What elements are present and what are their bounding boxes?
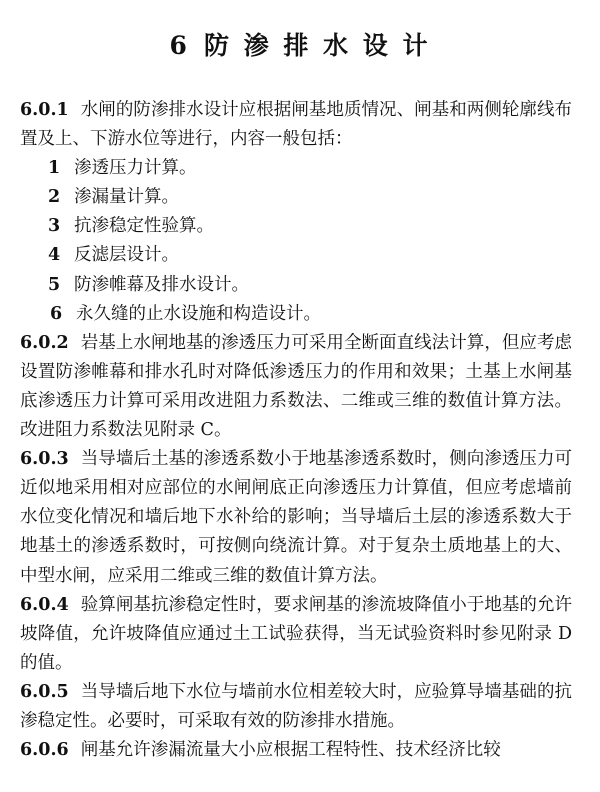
clause-6-0-1-items — [20, 154, 572, 329]
clause-text: 当导墙后地下水位与墙前水位相差较大时，应验算导墙基础的抗渗稳定性。必要时，可采取有效的防渗排水措施。 — [20, 681, 572, 731]
list-item — [20, 212, 572, 241]
body-text — [20, 96, 572, 765]
item-text: 渗漏量计算。 — [74, 187, 179, 208]
item-text: 抗渗稳定性验算。 — [74, 216, 214, 237]
item-number: 5 — [48, 274, 61, 295]
clause-number: 6.0.1 — [20, 100, 69, 120]
clause-text: 岩基上水闸地基的渗透压力可采用全断面直线法计算，但应考虑设置防渗帷幕和排水孔时对降低渗透压力的作用和效果；土基上水闸基底渗透压力计算可采用改进阻力系数法、二维或三维的数值计算方法。改进阻力系数法见附录 C。 — [20, 332, 572, 441]
clause-number: 6.0.4 — [20, 594, 69, 615]
clause-text: 当导墙后土基的渗透系数小于地基渗透系数时，侧向渗透压力可近似地采用相对应部位的水闸闸底正向渗透压力计算值，但应考虑墙前水位变化情况和墙后地下水补给的影响；当导墙后土层的渗透系数大于地基土的渗透系数时，可按侧向绕流计算。对于复杂土质地基上的大、中型水闸，应采用二维或三维的数值计算方法。 — [20, 449, 572, 586]
item-number: 2 — [48, 187, 61, 208]
list-item — [20, 183, 572, 212]
clause-6-0-4 — [20, 591, 572, 678]
list-item — [20, 241, 572, 270]
item-number: 1 — [48, 158, 61, 179]
clause-text: 闸基允许渗漏流量大小应根据工程特性、技术经济比较 — [80, 740, 501, 761]
clause-number: 6.0.3 — [20, 449, 69, 470]
item-text: 反滤层设计。 — [74, 245, 179, 266]
clause-6-0-5 — [20, 678, 572, 736]
clause-6-0-1 — [20, 96, 572, 154]
clause-number: 6.0.2 — [20, 332, 69, 353]
chapter-number: 6 — [169, 31, 190, 60]
item-number: 4 — [48, 245, 61, 266]
chapter-title — [0, 26, 600, 62]
clause-6-0-2 — [20, 329, 572, 445]
clause-text: 验算闸基抗渗稳定性时，要求闸基的渗流坡降值小于地基的允许坡降值，允许坡降值应通过土工试验获得，当无试验资料时参见附录 D 的值。 — [20, 594, 572, 673]
clause-number: 6.0.5 — [20, 681, 69, 702]
clause-number: 6.0.6 — [20, 740, 69, 761]
clause-text: 水闸的防渗排水设计应根据闸基地质情况、闸基和两侧轮廓线布置及上、下游水位等进行，内容一般包括： — [20, 100, 572, 150]
clause-6-0-3 — [20, 445, 572, 590]
list-item — [20, 271, 572, 300]
item-text: 渗透压力计算。 — [74, 158, 197, 179]
clause-6-0-6 — [20, 736, 572, 765]
item-text: 永久缝的止水设施和构造设计。 — [76, 303, 321, 324]
item-text: 防渗帷幕及排水设计。 — [74, 274, 249, 295]
chapter-title-text: 防 渗 排 水 设 计 — [203, 31, 431, 60]
list-item — [20, 154, 572, 183]
list-item — [20, 300, 572, 329]
item-number: 3 — [48, 216, 61, 237]
item-number: 6 — [50, 303, 63, 324]
